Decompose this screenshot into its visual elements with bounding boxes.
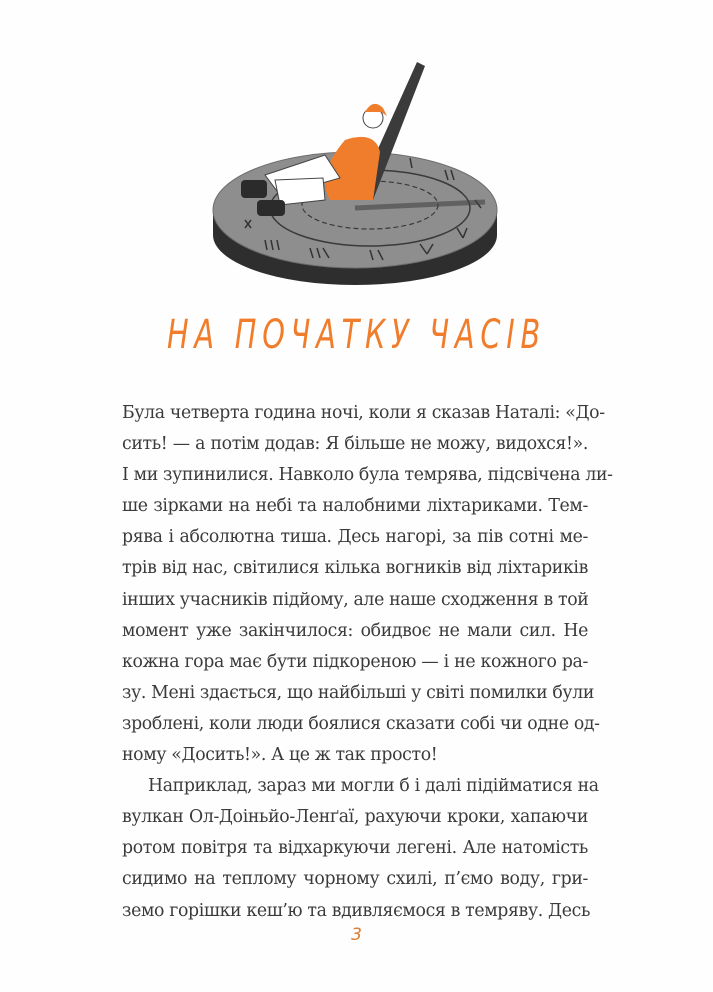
text-line: зроблені, коли люди боялися сказати собі чи одне од- <box>122 713 600 734</box>
text-line: земо горішки кеш’ю та вдивляємося в темряву. Десь <box>122 900 591 921</box>
text-line: ротом повітря та відхаркуючи легені. Але натомість <box>122 838 588 859</box>
text-line: сить! — а потім додав: Я більше не можу, видохся!». <box>122 434 588 455</box>
text-line: ше зірками на небі та налобними ліхтариками. Тем- <box>122 496 588 517</box>
text-line: Була четверта година ночі, коли я сказав Наталі: «До- <box>122 403 605 423</box>
body-text <box>122 398 613 927</box>
text-line: інших учасників підйому, але наше сходження в той <box>122 589 589 610</box>
text-line: Наприклад, зараз ми могли б і далі підійматися на <box>148 776 599 797</box>
text-line: ному «Досить!». А це ж так просто! <box>122 745 438 766</box>
text-line: кожна гора має бути підкореною — і не кожного ра- <box>122 651 588 672</box>
text-line: момент уже закінчилося: обидвоє не мали сил. Не <box>122 620 588 641</box>
text-line: зу. Мені здається, що найбільші у світі помилки були <box>122 682 595 703</box>
text-line: трів від нас, світилися кілька вогників від ліхтариків <box>122 558 588 579</box>
text-line: вулкан Ол-Доіньйо-Ленґаї, рахуючи кроки, хапаючи <box>122 807 588 828</box>
page-number: 3 <box>351 925 362 945</box>
text-line: рява і абсолютна тиша. Десь нагорі, за пів сотні ме- <box>122 527 588 548</box>
sundial-illustration <box>205 60 515 300</box>
paragraph-2 <box>122 771 599 926</box>
sundial-image-icon <box>205 60 515 300</box>
text-line: сидимо на теплому чорному схилі, п’ємо воду, гри- <box>122 869 588 890</box>
paragraph-1 <box>122 398 613 771</box>
text-line: І ми зупинилися. Навколо була темрява, підсвічена ли- <box>122 465 613 486</box>
chapter-title: НА ПОЧАТКУ ЧАСІВ <box>166 312 546 358</box>
